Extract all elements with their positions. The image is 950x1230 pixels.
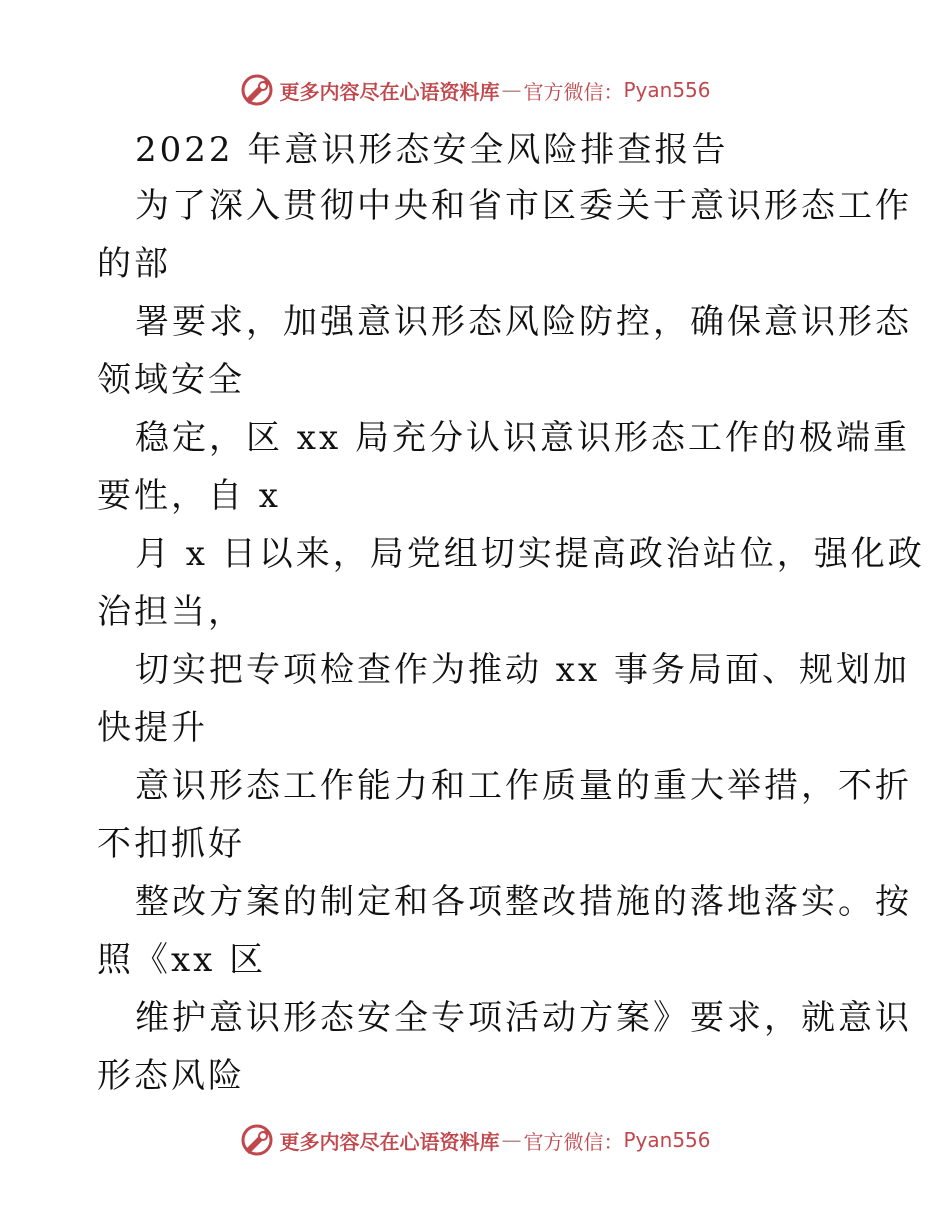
header-banner	[0, 70, 950, 110]
text-line: 的部	[97, 244, 171, 284]
text-line: 快提升	[97, 708, 208, 748]
text-line: 要性，自 x	[97, 476, 281, 516]
banner-separator: —	[501, 78, 522, 102]
footer-banner	[0, 1120, 950, 1160]
text-line: 维护意识形态安全专项活动方案》要求，就意识	[135, 998, 912, 1038]
banner-text: 更多内容尽在心语资料库	[279, 79, 500, 104]
banner-wechat-label: 官方微信：	[523, 1129, 624, 1154]
banner-wechat-id: Pyan556	[623, 78, 711, 102]
pen-logo-icon	[239, 1122, 275, 1158]
text-line: 治担当，	[97, 592, 245, 632]
text-line: 为了深入贯彻中央和省市区委关于意识形态工作	[135, 186, 912, 226]
pen-logo-icon	[239, 72, 275, 108]
text-line: 意识形态工作能力和工作质量的重大举措，不折	[135, 766, 912, 806]
text-line: 月 x 日以来，局党组切实提高政治站位，强化政	[135, 534, 925, 574]
text-line: 稳定，区 xx 局充分认识意识形态工作的极端重	[135, 418, 910, 458]
text-line: 领域安全	[97, 360, 245, 400]
text-line: 整改方案的制定和各项整改措施的落地落实。按	[135, 882, 912, 922]
banner-wechat-id: Pyan556	[623, 1128, 711, 1152]
text-line: 不扣抓好	[97, 824, 245, 864]
text-line: 切实把专项检查作为推动 xx 事务局面、规划加	[135, 650, 910, 690]
banner-separator: —	[501, 1128, 522, 1152]
text-line: 署要求，加强意识形态风险防控，确保意识形态	[135, 302, 912, 342]
banner-wechat-label: 官方微信：	[523, 79, 624, 104]
document-title: 2022 年意识形态安全风险排查报告	[135, 130, 729, 170]
text-line: 形态风险	[97, 1056, 245, 1096]
banner-text: 更多内容尽在心语资料库	[279, 1129, 500, 1154]
text-line: 照《xx 区	[97, 940, 267, 980]
